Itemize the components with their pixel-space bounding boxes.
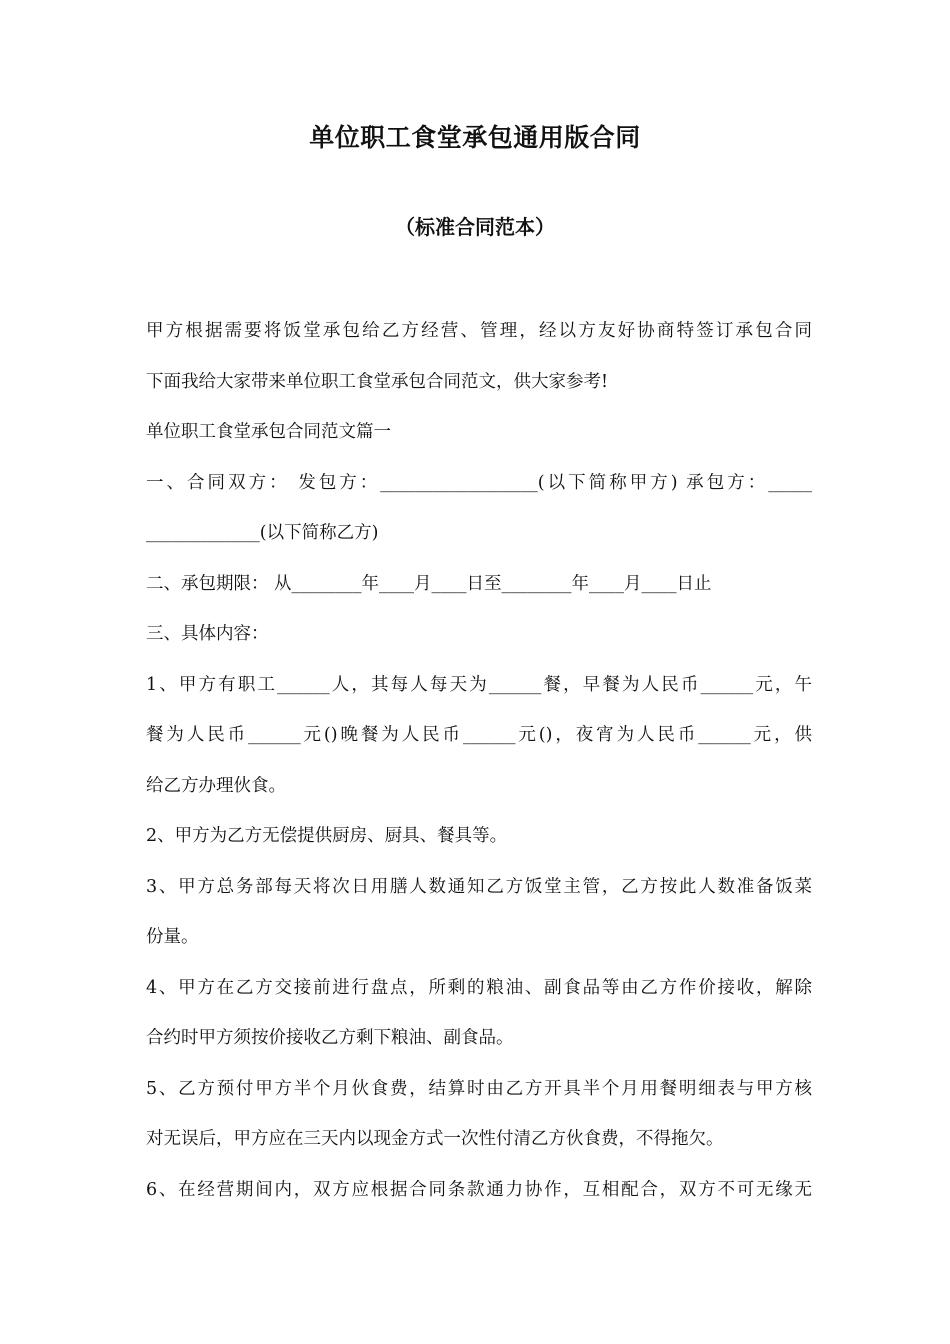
body-line: _____________(以下简称乙方)	[146, 523, 379, 543]
document-body	[146, 306, 812, 1215]
body-line: 4、甲方在乙方交接前进行盘点，所剩的粮油、副食品等由乙方作价接收，解除	[146, 977, 812, 998]
body-line: 下面我给大家带来单位职工食堂承包合同范文，供大家参考!	[146, 371, 609, 392]
body-line: 一、合同双方： 发包方：__________________(以下简称甲方) 承包方：_____	[146, 472, 812, 493]
body-line: 1、甲方有职工______人，其每人每天为______餐，早餐为人民币______元，午	[146, 674, 812, 695]
document-subtitle: （标准合同范本）	[395, 215, 555, 239]
body-line: 单位职工食堂承包合同范文篇一	[146, 422, 391, 442]
body-line: 餐为人民币______元()晚餐为人民币______元()，夜宵为人民币______元，供	[146, 725, 812, 745]
body-line: 5、乙方预付甲方半个月伙食费，结算时由乙方开具半个月用餐明细表与甲方核	[146, 1078, 812, 1099]
body-line: 二、承包期限： 从________年____月____日至________年____月____日止	[146, 573, 712, 594]
body-line: 6、在经营期间内，双方应根据合同条款通力协作，互相配合，双方不可无缘无	[146, 1179, 812, 1200]
body-line: 对无误后，甲方应在三天内以现金方式一次性付清乙方伙食费，不得拖欠。	[146, 1129, 724, 1149]
body-line: 给乙方办理伙食。	[146, 775, 286, 796]
body-line: 2、甲方为乙方无偿提供厨房、厨具、餐具等。	[146, 826, 508, 846]
document-title: 单位职工食堂承包通用版合同	[309, 123, 641, 152]
body-line: 甲方根据需要将饭堂承包给乙方经营、管理，经以方友好协商特签订承包合同	[146, 321, 812, 341]
body-line: 三、具体内容：	[146, 624, 269, 644]
body-line: 合约时甲方须按价接收乙方剩下粮油、副食品。	[146, 1028, 514, 1048]
body-line: 份量。	[146, 927, 199, 947]
body-line: 3、甲方总务部每天将次日用膳人数通知乙方饭堂主管，乙方按此人数准备饭菜	[146, 876, 812, 897]
